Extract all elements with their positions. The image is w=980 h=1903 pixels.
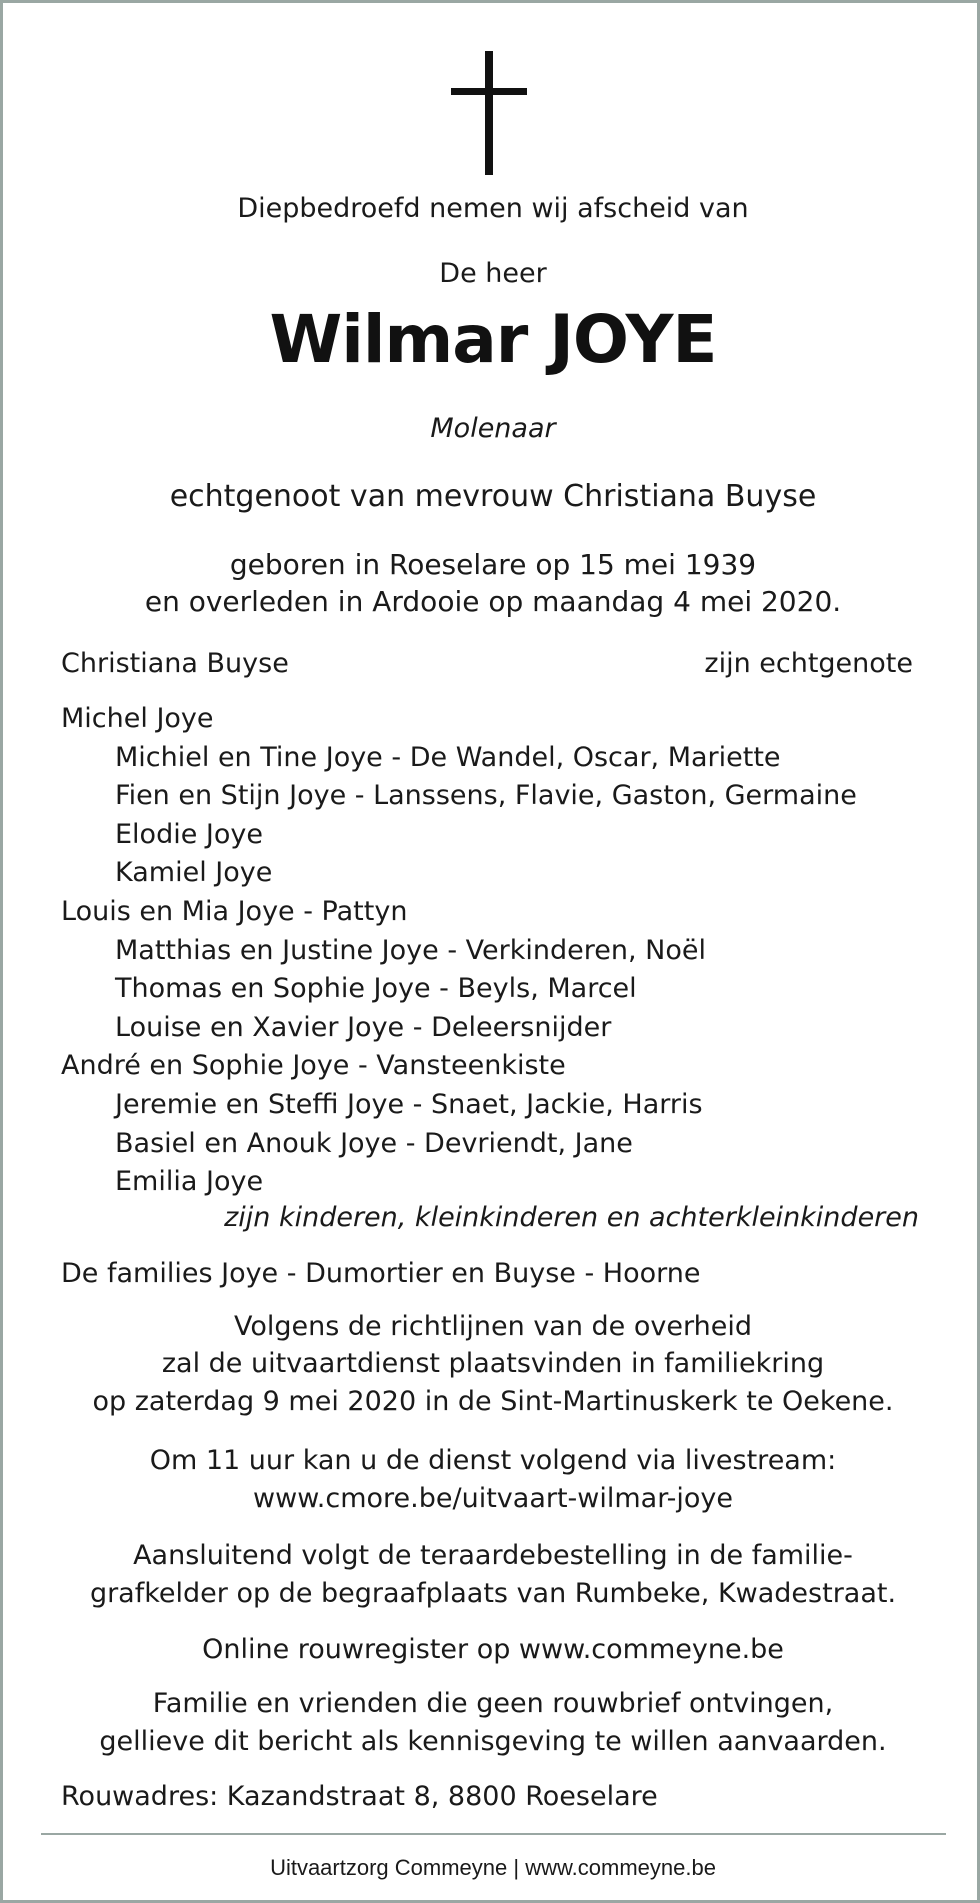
notice-line: Familie en vrienden die geen rouwbrief ontvingen, (152, 1688, 834, 1719)
notice-line: gellieve dit bericht als kennisgeving te willen aanvaarden. (99, 1726, 887, 1757)
service-line: Volgens de richtlijnen van de overheid (234, 1311, 752, 1342)
family-member: Matthias en Justine Joye - Verkinderen, Noël (115, 935, 706, 966)
family-member: Thomas en Sophie Joye - Beyls, Marcel (115, 973, 637, 1004)
salutation: De heer (439, 258, 547, 289)
spouse-relation: zijn echtgenote (704, 648, 913, 679)
burial-line: grafkelder op de begraafplaats van Rumbeke, Kwadestraat. (89, 1578, 897, 1609)
register-line: Online rouwregister op www.commeyne.be (202, 1634, 784, 1665)
death-line: en overleden in Ardooie op maandag 4 mei 2020. (144, 585, 842, 618)
family-member: Emilia Joye (115, 1166, 264, 1197)
occupation: Molenaar (430, 413, 556, 444)
family-member: Jeremie en Steffi Joye - Snaet, Jackie, Harris (115, 1089, 703, 1120)
spouse-name: Christiana Buyse (61, 648, 289, 679)
livestream-url[interactable]: www.cmore.be/uitvaart-wilmar-joye (253, 1483, 733, 1514)
families-line: De families Joye - Dumortier en Buyse - Hoorne (61, 1258, 701, 1289)
address-line: Rouwadres: Kazandstraat 8, 8800 Roeselare (61, 1781, 658, 1812)
deceased-name: Wilmar JOYE (269, 301, 717, 378)
family-member: Basiel en Anouk Joye - Devriendt, Jane (115, 1128, 633, 1159)
family-relation: zijn kinderen, kleinkinderen en achterkleinkinderen (224, 1202, 919, 1233)
family-member: Michel Joye (61, 703, 214, 734)
family-member: André en Sophie Joye - Vansteenkiste (61, 1050, 566, 1081)
livestream-line: Om 11 uur kan u de dienst volgend via livestream: (149, 1445, 837, 1476)
family-member: Kamiel Joye (115, 857, 273, 888)
family-member: Michiel en Tine Joye - De Wandel, Oscar, Mariette (115, 742, 781, 773)
spouse-line: echtgenoot van mevrouw Christiana Buyse (169, 479, 817, 514)
service-line: zal de uitvaartdienst plaatsvinden in familiekring (161, 1348, 825, 1379)
birth-line: geboren in Roeselare op 15 mei 1939 (229, 548, 757, 581)
family-member: Fien en Stijn Joye - Lanssens, Flavie, Gaston, Germaine (115, 780, 857, 811)
burial-line: Aansluitend volgt de teraardebestelling in de familie- (133, 1540, 853, 1571)
family-member: Louis en Mia Joye - Pattyn (61, 896, 408, 927)
family-member: Elodie Joye (115, 819, 263, 850)
intro-text: Diepbedroefd nemen wij afscheid van (237, 193, 749, 224)
divider (41, 1833, 946, 1835)
family-member: Louise en Xavier Joye - Deleersnijder (115, 1012, 612, 1043)
service-line: op zaterdag 9 mei 2020 in de Sint-Martinuskerk te Oekene. (92, 1386, 894, 1417)
cross-icon (451, 51, 527, 175)
footer-text: Uitvaartzorg Commeyne | www.commeyne.be (270, 1855, 716, 1880)
